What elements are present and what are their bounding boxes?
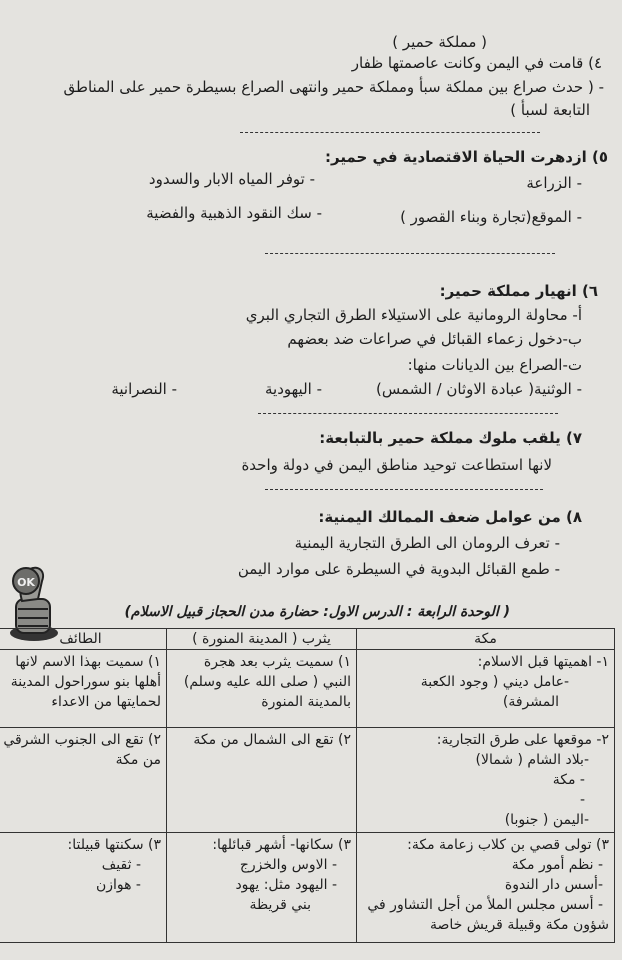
cell-line: من مكة	[115, 752, 161, 768]
cell-line: - ثقيف	[101, 857, 141, 873]
table-row	[0, 833, 615, 943]
section5-item-2: - توفر المياه الابار والسدود	[148, 170, 315, 188]
section6-heading: ٦) انهيار مملكة حمير:	[439, 282, 598, 300]
cell-line: - مكة	[552, 772, 585, 788]
cell-line: ١- اهميتها قبل الاسلام:	[477, 654, 609, 670]
cell-taif-name	[0, 650, 167, 728]
section4-detail-1: - ( حدث صراع بين مملكة سبأ ومملكة حمير وانتهى الصراع بسيطرة حمير على المناطق	[63, 78, 604, 96]
table-row	[0, 728, 615, 833]
section4-answer: ( مملكة حمير )	[392, 33, 487, 51]
cell-line: -بلاد الشام ( شمالا)	[475, 752, 589, 768]
cell-line: ٢) تقع الى الجنوب الشرقي	[3, 732, 161, 748]
header-taif: الطائف	[0, 629, 167, 650]
section5-heading: ٥) ازدهرت الحياة الاقتصادية في حمير:	[324, 148, 608, 166]
section6-item-t: ت-الصراع بين الديانات منها:	[407, 356, 582, 374]
cell-taif-population	[0, 833, 167, 943]
cell-line: بالمدينة المنورة	[261, 694, 351, 710]
cell-line: -أسس دار الندوة	[504, 877, 603, 893]
section5-item-1: - الزراعة	[526, 174, 582, 192]
cell-line: ٣) سكنتها قبيلتا:	[67, 837, 161, 853]
divider-2	[265, 253, 555, 254]
divider-1	[240, 132, 540, 133]
religion-judaism: - اليهودية	[264, 380, 322, 398]
section6-item-b: ب-دخول زعماء القبائل في صراعات ضد بعضهم	[287, 330, 582, 348]
section4-detail-2: التابعة لسبأ )	[510, 101, 590, 119]
cell-line: لحمايتها من الاعداء	[51, 694, 161, 710]
table-row	[0, 650, 615, 728]
cell-makkah-leadership	[357, 833, 615, 943]
cell-line: - الاوس والخزرج	[239, 857, 337, 873]
cell-line: -عامل ديني ( وجود الكعبة	[420, 674, 569, 690]
cell-line: ١) سميت بهذا الاسم لانها	[15, 654, 161, 670]
cell-line: ٢) تقع الى الشمال من مكة	[193, 732, 351, 748]
section6-item-a: أ- محاولة الرومانية على الاستيلاء الطرق التجاري البري	[245, 306, 582, 324]
divider-4	[265, 489, 543, 490]
cell-line: - أسس مجلس الملأ من أجل التشاور في	[367, 897, 603, 913]
cell-line: شؤون مكة وقبيلة قريش خاصة	[429, 917, 609, 933]
cell-makkah-importance	[357, 650, 615, 728]
cell-taif-location	[0, 728, 167, 833]
cell-line: - هوازن	[95, 877, 141, 893]
unit-title: ( الوحدة الرابعة : الدرس الاول: حضارة مدن الحجاز قبيل الاسلام)	[124, 604, 510, 620]
cell-line: ١) سميت يثرب بعد هجرة	[203, 654, 351, 670]
cell-line: ٣) تولى قصي بن كلاب زعامة مكة:	[407, 837, 609, 853]
cell-line: - نظم أمور مكة	[511, 857, 603, 873]
section7-answer: لانها استطاعت توحيد مناطق اليمن في دولة واحدة	[241, 456, 552, 474]
section8-heading: ٨) من عوامل ضعف الممالك اليمنية:	[318, 508, 582, 526]
section4-heading: ٤) قامت في اليمن وكانت عاصمتها ظفار	[351, 54, 602, 72]
badge-text: OK	[17, 576, 35, 589]
cell-yathrib-name	[167, 650, 357, 728]
section5-item-4: - سك النقود الذهبية والفضية	[146, 204, 322, 222]
table-header-row	[0, 629, 615, 650]
cell-line: بني قريظة	[249, 897, 311, 913]
religion-christianity: - النصرانية	[111, 380, 177, 398]
hijaz-cities-table	[0, 628, 615, 943]
cell-line: ٣) سكانها- أشهر قبائلها:	[212, 837, 351, 853]
religion-paganism: - الوثنية( عبادة الاوثان / الشمس)	[376, 380, 582, 398]
cell-line: ٢- موقعها على طرق التجارية:	[436, 732, 609, 748]
cell-line: -	[579, 792, 585, 808]
cell-line: المشرفة)	[502, 694, 559, 710]
header-makkah: مكة	[357, 629, 615, 650]
header-yathrib: يثرب ( المدينة المنورة )	[167, 629, 357, 650]
cell-makkah-location	[357, 728, 615, 833]
section8-item-2: - طمع القبائل البدوية في السيطرة على موارد اليمن	[237, 560, 560, 578]
cell-line: -اليمن ( جنوبا)	[504, 812, 589, 828]
section7-heading: ٧) يلقب ملوك مملكة حمير بالتبابعة:	[319, 429, 582, 447]
cell-yathrib-population	[167, 833, 357, 943]
cell-line: - اليهود مثل: يهود	[235, 877, 337, 893]
cell-yathrib-location	[167, 728, 357, 833]
cell-line: النبي ( صلى الله عليه وسلم)	[183, 674, 351, 690]
divider-3	[258, 413, 558, 414]
cell-line: أهلها بنو سوراحول المدينة	[10, 674, 161, 690]
section8-item-1: - تعرف الرومان الى الطرق التجارية اليمنية	[294, 534, 560, 552]
section5-item-3: - الموقع(تجارة وبناء القصور )	[400, 208, 582, 226]
